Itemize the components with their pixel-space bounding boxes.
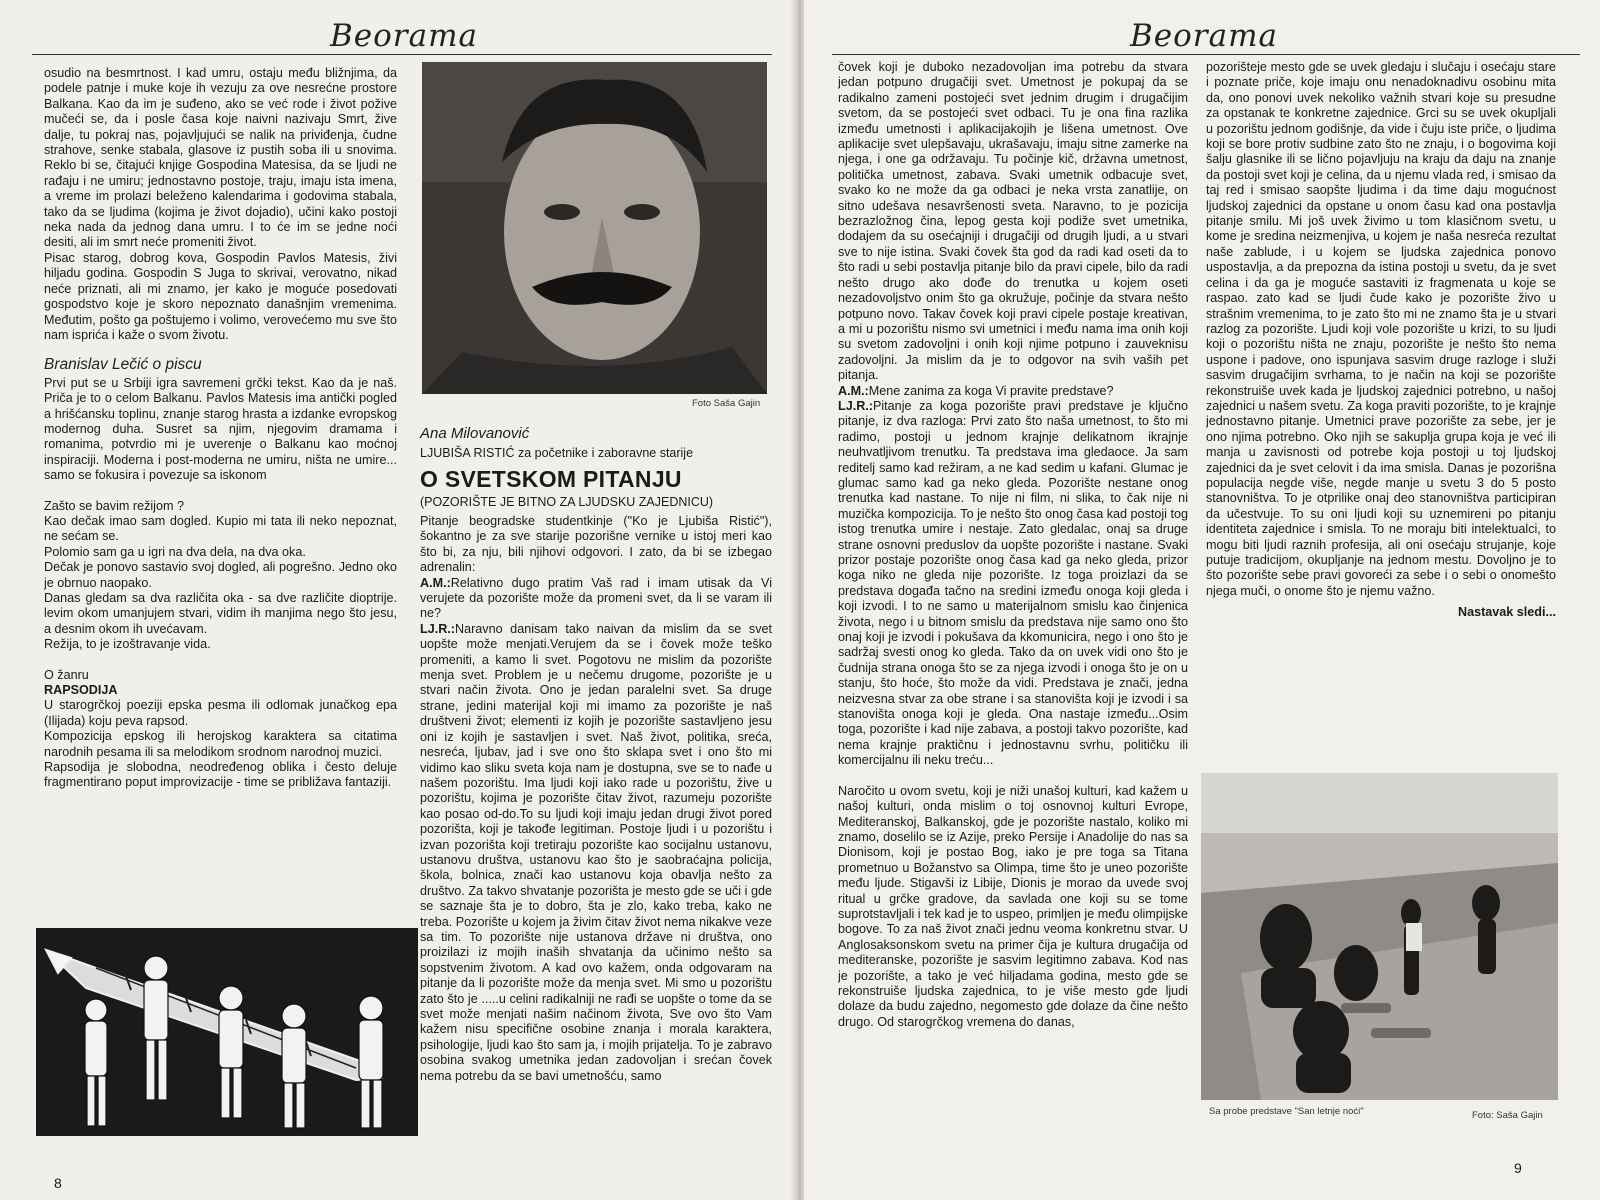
directing-line: Dečak je ponovo sastavio svoj dogled, ali pogrešno. Jedno oko je obrnuo naopako. [44, 560, 397, 590]
masthead-rule-right [832, 54, 1580, 55]
article-deck: (POZORIŠTE JE BITNO ZA LJUDSKU ZAJEDNICU) [420, 495, 714, 509]
portrait-photo-credit: Foto Saša Gajin [692, 398, 761, 409]
genre-line: Rapsodija je slobodna, neodređenog oblika i često deluje fragmentirano poput improvizacije - time se približava fantaziji. [44, 760, 397, 790]
genre-term: RAPSODIJA [44, 683, 118, 698]
pen-illustration [36, 928, 418, 1136]
rehearsal-photo [1201, 773, 1558, 1100]
directing-line: Polomio sam ga u igri na dva dela, na dva oka. [44, 544, 306, 559]
interview-column [420, 514, 772, 1164]
right-column-2 [1206, 60, 1556, 720]
article-kicker: LJUBIŠA RISTIĆ za početnike i zaboravne starije [420, 446, 694, 460]
right-col1-paragraph: čovek koji je duboko nezadovoljan ima potrebu da stvara jedan potpuno drugačiji svet. Umetnost je pokupaj da se radikalno zameni postojeći svet jednim drugim i drugačijim svetom, da se postojeći svet odbaci. Tu je ona fina razlika između umetnosti i aplikacijakojih je lišena umetnost. Ove aplikacije svet ulepšavaju, ukrašavaju, imaju sitne zamerke na njega, i one ga održavaju. Tu počinje kič, državna umetnost, politička umetnost, zabava. Svaki umetnik odbacuje svet, svako ko ne može da ga odbaci je neka vrsta zanatlije, on sitno udešava nesavršenosti sveta. Naravno, to je pozicija bezrazložnog čina, lepog gesta koji podiže svet umetnika, dodajem da su osećajniji i drugačiji od drugih ljudi, a u stvari sve to nije istina. Svaki čovek šta god da radi kad oseti da to što radi u sebi postavlja pitanje bilo da pravi cipele, bilo da radi nešto drugo ako dođe do trenutka u kojem oseti nezadovoljstvo onim što ga okružuje, počinje da stvara nešto potpuno novo. Takav čovek koji pravi cipele postaje kreativan, a mi u pozorištu nismo svi umetnici i među nama ima onih koji su svetom zadovoljni i onih koji njime potpuno i zauveknisu zadovoljni. Ja mislim da je to odgovor na svih vaših pet pitanja. [838, 60, 1188, 383]
genre-line: Kompozicija epskog ili herojskog karaktera sa citatima narodnih pesama ili sa melodikom srodnom narodnoj muzici. [44, 729, 397, 759]
rehearsal-photo-caption: Sa probe predstave "San letnje noći" [1209, 1106, 1364, 1117]
directing-line: Režija, to je izoštravanje vida. [44, 637, 211, 652]
right-page [804, 0, 1600, 1200]
q1-label: A.M.: [420, 575, 451, 590]
portrait-photo [422, 62, 767, 394]
genre-line: U starogrčkoj poeziji epska pesma ili odlomak junačkog epa (Ilijada) koju peva rapsod. [44, 698, 397, 728]
left-page [0, 0, 796, 1200]
directing-line: Danas gledam sa dva različita oka - sa dve različite dioptrije. levim okom umanjujem stvari, vidim ih manjima nego što jesu, a desnim okom ih uvećavam. [44, 591, 397, 636]
rehearsal-photo-drawing [1201, 773, 1558, 1100]
section-paragraph: Prvi put se u Srbiji igra savremeni grčki tekst. Kao da je naš. Priča je to o celom Balkanu. Pavlos Matesis ima antički pogled a hrišćansku toplinu, znanje starog hrasta a izdanke evropskog modernog duha. Susret sa njim, njegovim dramama i romanima, potvrdio mi je uverenje o Balkanu kao moćnoj inspiraciji. Moderna i post-moderna ne umiru, ništa ne umire... samo se fokusira i povezuje sa iskonom [44, 375, 397, 483]
right-col1-paragraph-2: Naročito u ovom svetu, koji je niži unašoj kulturi, kad kažem u našoj kulturi, onda mislim o toj osnovnoj kulturi Evrope, Mediteranskoj, Balkanskoj, gde je pozorište nastalo, koliko mi znamo, doselilo se iz Azije, preko Persije i Anadolije do nas sa Dionisom, koji je postao Bog, iako je pre toga sa Titana prometnuo u Božanstvo sa Olimpa, time što je uneo pozorište među ljude. Stigavši iz Libije, Dionis je morao da uvede svoj ritual u grčke gradove, da savlada one koji su se tome suprotstavljali i tek kad je to uspeo, primljen je među olimpijske bogove. To za naš život znači jednu veoma konkretnu stvar. U Anglosaksonskom svetu na primer čija je kultura drugačija od mediteranske, pozorište je sasvim legitimno zabava. Kod nas je pozorište, a tako je već hiljadama godina, mesto gde se rekonstruiše ljudska zajednica, to je više mesto gde ljudi dolaze da budu zajedno, negomesto gde dolaze da čine nešto drugo. Od starogrčkog vremena do danas, [838, 783, 1188, 1029]
masthead-right: Beorama [1130, 18, 1278, 54]
page-number-right: 9 [1514, 1160, 1522, 1176]
right-col2-paragraph: pozorišteje mesto gde se uvek gledaju i slučaju i osećaju stare i poznate priče, koje imaju onu nenadoknadivu osobinu mita da, ono ponovi uvek nekoliko važnih stvari koje su presudne za opstanak te konkretne zajednice. Grci su se uvek okupljali u pozorištu jednom godišnje, da vide i čuju iste priče, o ljudima koji se bore protiv sudbine zato što ne znaju, i o bogovima koji šalju glasnike ili se lično pojavljuju na kraju da daju na znanje da postoji svet koji je celina, da u njemu vlada red, i smisao da taj red i smisao saopšte ljudima i da time daju mogućnost ljudskoj zajednici da opstane u onom času kad ona postavlja pitanje smilu. Mi još uvek živimo u tom klasičnom svetu, u kome je sredina neizmenjiva, u kojem je naša nesreća rezultat naše zablude, i u kojem se ljudska zajednica ponovo uspostavlja, a da prepozna da istina postoji u svetu, da je svet celina i da ga je moguće sastaviti iz fragmenata u koje se raspao. zato kad se ljudi čude kako je pozorište živo u strašnim vremenima, to je zato što mi ne znamo šta je u stvari razlog za pozorište. Ljudi koji vole pozorište u krizi, to su ljudi koji o pozorištu ništa ne znaju, pozorište je nešto što nema uspone i padove, ono ispunjava sasvim druge razloge i služi sasvim drugačijim svrhama, to je način na koji se pozorište rekonstruiše uvek kada je ljudskoj zajednici potrebno, u našoj zajednici u našem svetu. Za koga praviti pozorište, to je krajnje jednostavno pitanje. Umetnici prave pozorište za sebe, jer je ono njima potrebno. Oko njih se sakuplja grupa koja je već ili manja u zavisnosti od potrebe koja postoji u toj ljudskoj zajednici da je svet celovit i da ima smisla. Danas je pozorišna populacija negde više, negde manje u svetu 3 do 5 posto stanovništva. To je otprilike onaj deo stanovništva participiran da učestvuje. To su oni ljudi koji su uznemireni po pitanju identiteta zajednice i smisla. To ne moraju biti intelektualci, to mogu biti ljudi raznih profesija, ali oni osećaju strujanje, koje putuje tradicijom, okupljanje na jednom mestu. Dovoljno je to što pozorište sebe pravi govoreći za sebe i o sebi o onomešto njega muči, o onome što je njemu važno. [1206, 60, 1556, 598]
article-author: Ana Milovanović [420, 425, 530, 442]
q2-text: Mene zanima za koga Vi pravite predstave? [868, 383, 1114, 398]
masthead-left: Beorama [330, 18, 478, 54]
continued-notice: Nastavak sledi... [1457, 605, 1556, 620]
a2-label: LJ.R.: [838, 398, 873, 413]
a2-text: Pitanje za koga pozorište pravi predstave je ključno pitanje, iz dva razloga: Prvi zato što naša umetnost, to što mi radimo, postoji u jednom krajnje delikatnom ikrajnje neuhvatljivom trenutku. Ta predstava ima gledaoce. Ja sam reditelj samo kad režiram, a ne kad sedim u kafani. Glumac je glumac samo kad ga neko gleda. Pozorište nestane onog trenutka kad nastane. To nije ni film, ni slika, to čak nije ni muzička kompozicija. To je nešto što onog časa kad postoji tog istog trenutka umire i nestaje. Zato gledalac, onaj sa druge strane osnovni preduslov da uopšte pozorište i nastane. Svaki prizor postaje pozorište onog časa kad ga neko gleda, prizor koga niko ne gleda nije pozorište. Iz toga proizlazi da se predstava događa tačno na sredini između onoga koji gleda i koji izvodi. I to ne samo u materijalnom smislu kao činjenica života, nego i u bitnom smislu da predstava nije samo ono što onaj koji je izvodi i pokušava da kkomunicira, nego i ono što je sadržaj svesti onog ko gleda. Tako da on uvek vidi ono što je čudnija strana onoga što se za njega izvodi i onoga što je on u stanju, što hoće, što može da vidi. Predstava je znači, jedna neizvesna stvar za obe strane i sa stanovišta koji je izvodi i sa stanovišta onoga koji je gleda. Ona nastaje između...Osim toga, pozorište i kad nije zabava, a postoji takvo pozorište, kad nema krajnje praktičnu i jednostavnu svrhu, političku ili komercijalnu ili neku treću... [838, 398, 1188, 768]
intro-paragraph-2: Pisac starog, dobrog kova, Gospodin Pavlos Matesis, živi hiljadu godina. Gospodin S Juga to skrivai, verovatno, nikad neće priznati, ali mi znamo, jer kako je moguće posedovati gospodstvo koje je skoro nepoznato današnjim vremenima. Međutim, pošto ga poštujemo i volimo, verovećemo mu sve što nam isprića i kaže o svom životu. [44, 250, 397, 342]
a1-label: LJ.R.: [420, 621, 455, 636]
directing-line: Zašto se bavim režijom ? [44, 498, 184, 513]
a1-text: Naravno danisam tako naivan da mislim da se svet uopšte može menjati.Verujem da se i čovek može teško promeniti, a kamo li svet. Pogotovu ne mislim da pozorište menja svet. Problem je u nečemu drugome, pozorište je u stvari način života. Ono je jedan paralelni svet. Sa druge strane, jedini materijal koji mi imamo za pozorište je naš društveni život; elementi iz kojih je pozorište sastavljeno jesu oni iz kojih je sastavljen i svet. Naš život, politika, sreća, nesreća, ljubav, jad i sve ono što sklapa svet i ono što mi vidimo kao sliku sveta koja nam je dostupna, sve se to nađe u našem pozorištu. Ima ljudi koji iako rade u pozorištu, žive u pozorištu, kojima je pozorište čitav život, razumeju pozorište kao posao od-do.To su ljudi koji imaju jedan drugi život pored pozorišta, koji je takođe legitiman. Postoje ljudi i u pozorištu i izvan pozorišta koji tretiraju pozorište kao socijalnu ustanovu, ustanovu društva, ustanovu kao što je saobraćajna policija, škola, bolnica, znači kao ustanovu koja obavlja nešto za društvo. Za takvo shvatanje pozorišta je mesto gde se uči i gde se saznaje šta je to dobro, šta je zlo, kako treba, kako ne treba. Pozorište u kojem ja živim čitav život nema nikakve veze sa tim. To pozorište nije ustanova države ni društva, ono proizilazi iz mojih inaših shvatanja da učinimo nešto sa sopstvenim životom. A kad ovo kažem, onda odgovaram na pitanje da li pozorište može da menja svet. Mi smo u pozorištu zato što je .....u celini radikalniji ne rađi se uopšte o tome da se svet može menjati našim načinom života, Sve ovo što Vam kažem nisu specifične osobine znanja i morala karaktera, psihologije, ljudi kao što sam ja, i mojih prijatelja. To je zabravo osobina svakog umetnika jedan zadovoljan i srećan čovek nema potrebu da se bavi umetnošću, samo [420, 621, 772, 1083]
portrait-photo-drawing [422, 62, 767, 394]
directing-line: Kao dečak imao sam dogled. Kupio mi tata ili neko nepoznat, ne sećam se. [44, 513, 397, 544]
rehearsal-photo-credit: Foto: Saša Gajin [1472, 1110, 1543, 1121]
q2-label: A.M.: [838, 383, 869, 398]
right-column-1 [838, 60, 1188, 1180]
intro-paragraph: osudio na besmrtnost. I kad umru, ostaju među bližnjima, da podele patnje i muke koje ih vezuju za ove nesrećne prostore Balkana. Kao da im je suđeno, ako se već rode i život požive mučeći se, da i posle časa koje naivni nazivaju Smrt, žive dalje, tu pokraj nas, pojavljujući se nalik na priviđenja, čudne strahove, senke stabala, glasove iz pustih soba ili u snovima. Reklo bi se, čitajući knjige Gospodina Matesisa, da se ljudi ne rađaju i ne umiru; jednostavno postoje, traju, imaju ista imena, a vreme im prolazi beleženo kalendarima i godovima stabala, tako da se ljudima (kojima je život dojadio), učini kako postoji neka nada da jednog dana umru. I to će im se jedne noći desiti, ali im smrt neće promeniti život. [44, 66, 397, 250]
interview-intro: Pitanje beogradske studentkinje ("Ko je Ljubiša Ristić"), šokantno je za sve starije pozorišne vernike u istoj meri kao što bi, za nju, bili njihovi odgovori. I zato, da bi se izbegao adrenalin: [420, 514, 772, 575]
left-column [44, 66, 397, 926]
q1-text: Relativno dugo pratim Vaš rad i imam utisak da Vi verujete da pozorište može da promeni svet, da li se varam ili ne? [420, 575, 772, 621]
article-headline: O SVETSKOM PITANJU [420, 466, 682, 492]
genre-label: O žanru [44, 667, 89, 682]
pen-illustration-drawing [36, 928, 418, 1136]
section-heading: Branislav Lečić o piscu [44, 356, 202, 374]
page-number-left: 8 [54, 1175, 62, 1191]
masthead-rule-left [32, 54, 772, 55]
